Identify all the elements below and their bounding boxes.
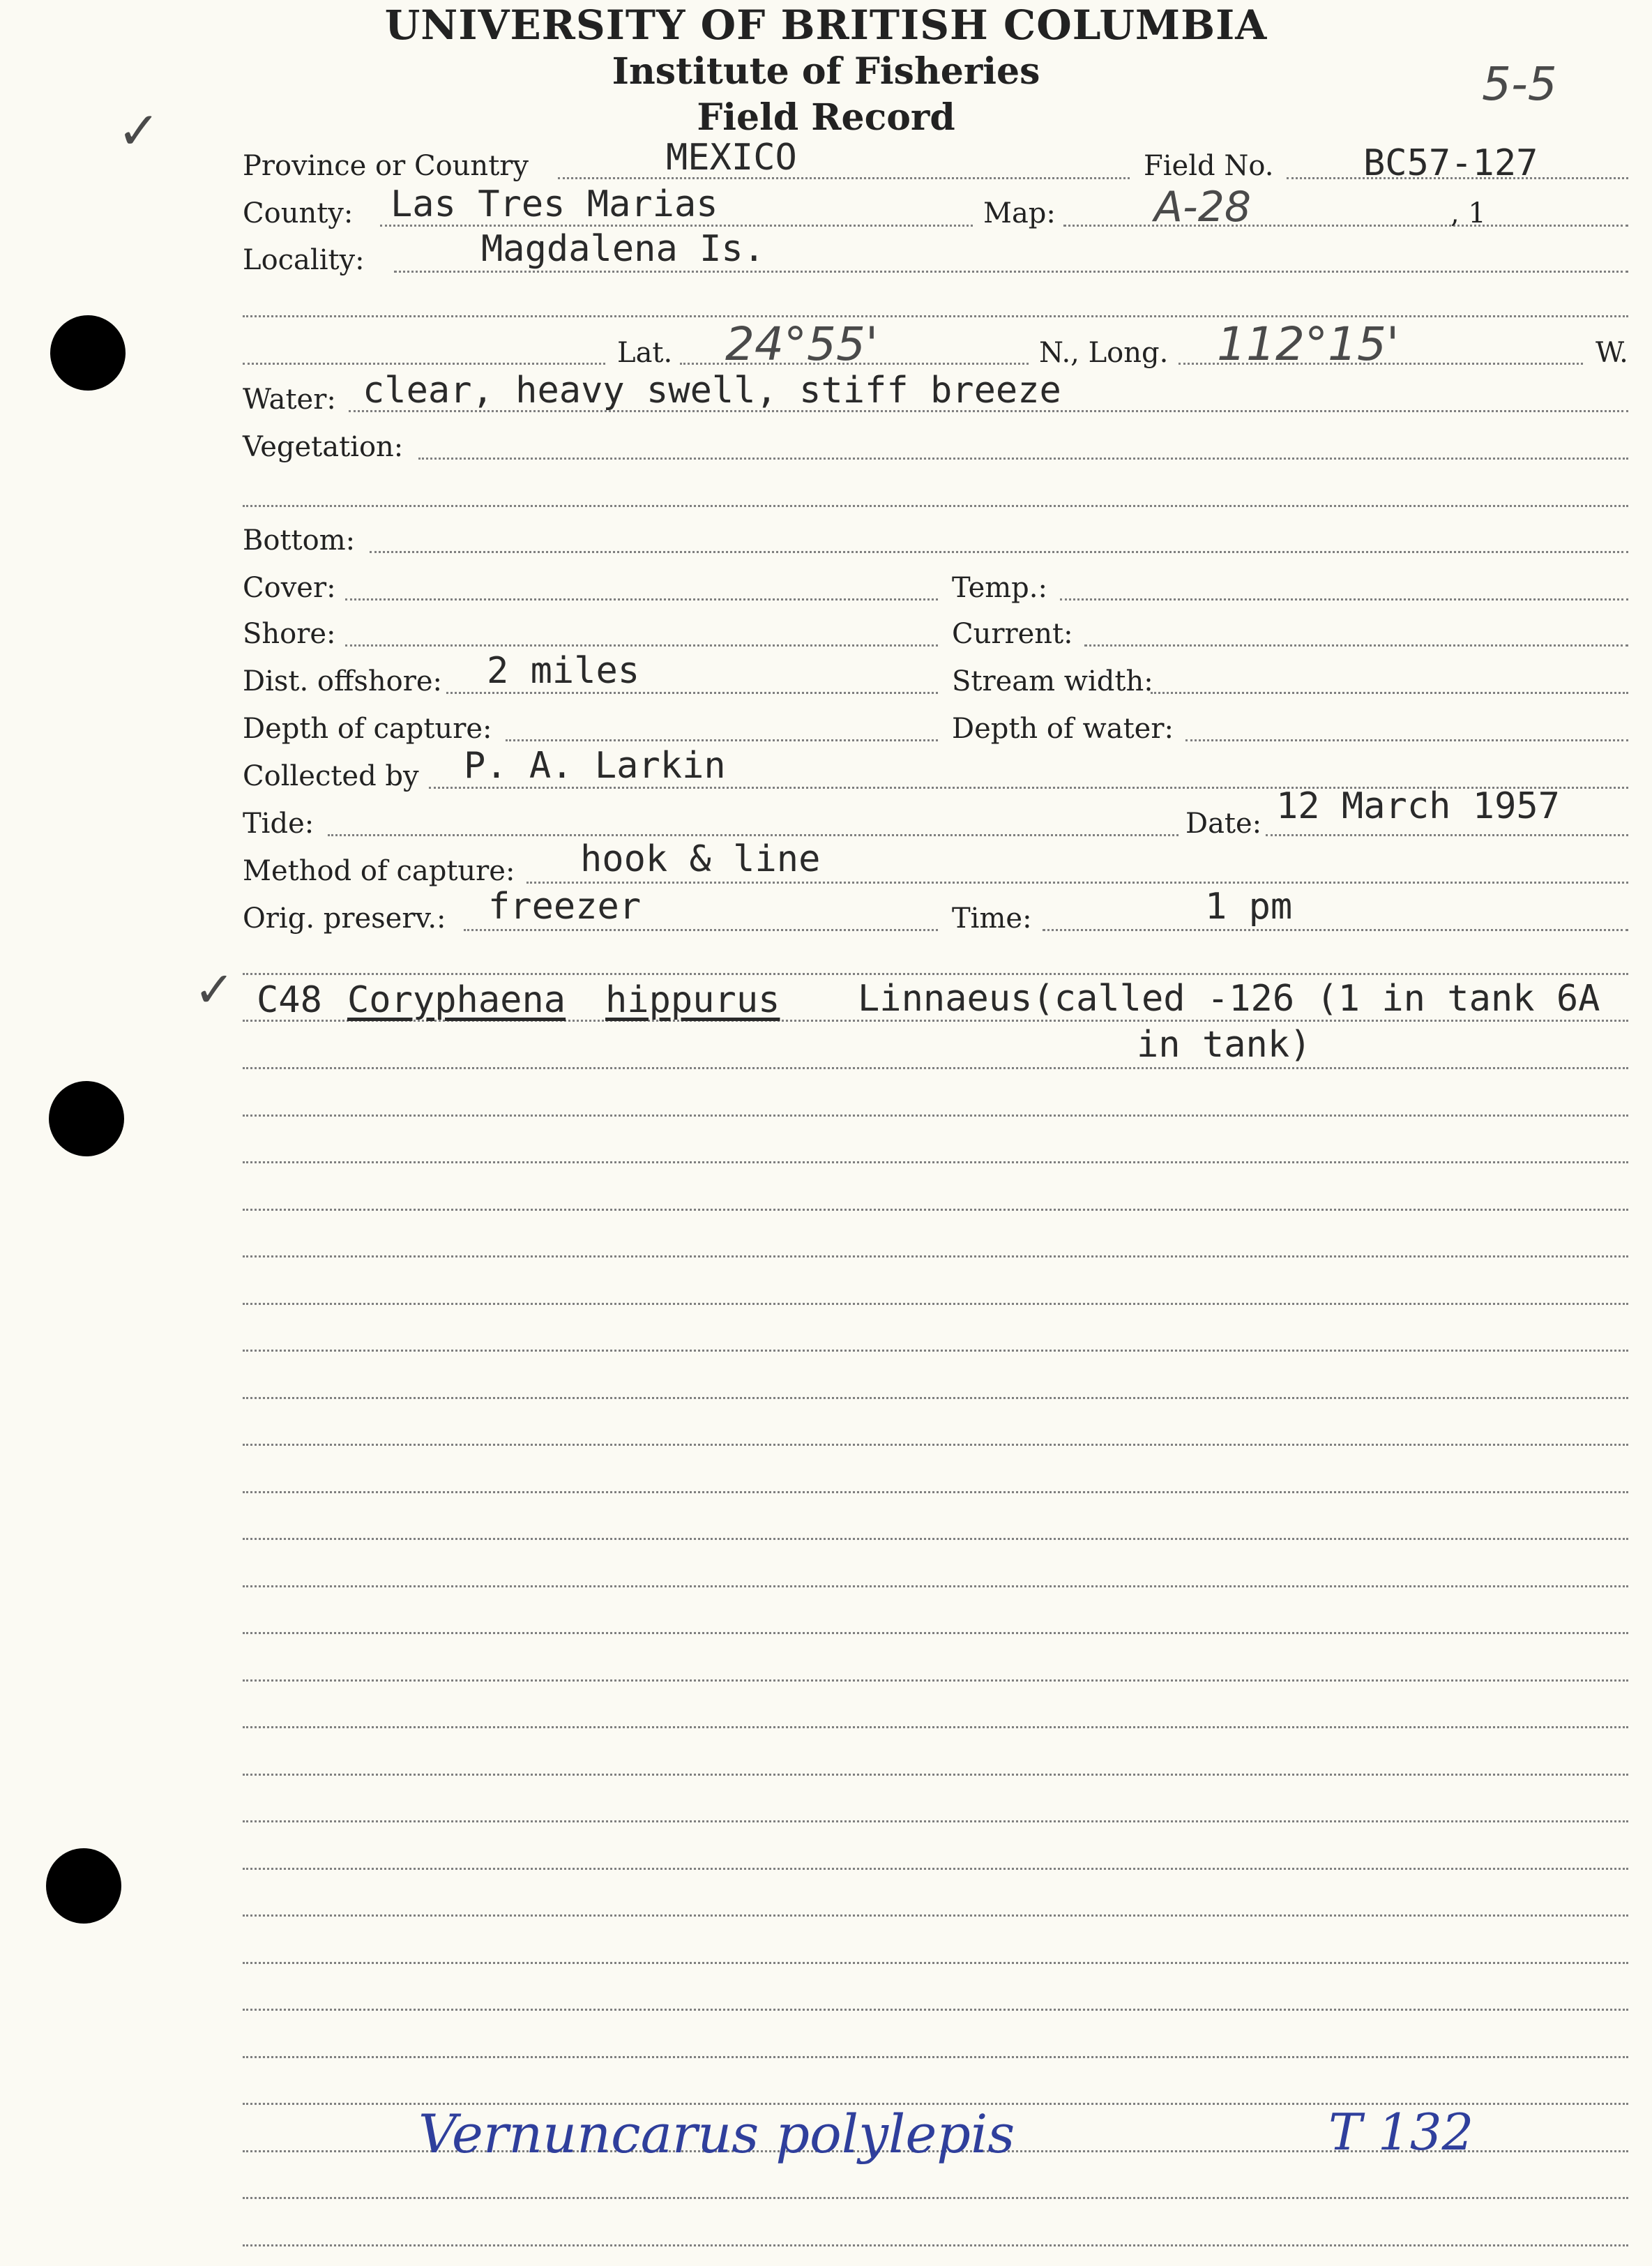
date-label: Date: (1185, 808, 1262, 840)
dotted-line (345, 644, 938, 647)
province-value: MEXICO (666, 137, 797, 179)
time-label: Time: (952, 902, 1032, 935)
ruled-line (243, 1115, 1628, 1117)
county-label: County: (243, 197, 354, 229)
temp-label: Temp.: (952, 572, 1047, 604)
ruled-line (243, 1161, 1628, 1163)
dotted-line (1043, 929, 1628, 931)
vegetation-label: Vegetation: (243, 431, 404, 463)
tide-label: Tide: (243, 808, 315, 840)
locality-label: Locality: (243, 244, 365, 276)
method-label: Method of capture: (243, 855, 515, 887)
ruled-line (243, 1726, 1628, 1728)
dotted-line (243, 505, 1628, 507)
dotted-line (243, 315, 1628, 317)
dist-offshore-value: 2 miles (487, 650, 640, 692)
lat-label: Lat. (617, 337, 673, 369)
long-suffix: W. (1596, 337, 1628, 369)
dotted-line (418, 458, 1628, 460)
specimen-genus: Coryphaena (347, 979, 566, 1021)
ruled-line (243, 2197, 1628, 2199)
ruled-line (243, 1774, 1628, 1776)
ruled-line (243, 1350, 1628, 1352)
bottom-label: Bottom: (243, 524, 356, 557)
dotted-line (506, 739, 938, 741)
long-label: N., Long. (1039, 337, 1169, 369)
field-no-value: BC57-127 (1363, 142, 1538, 184)
specimen-entry-code: C48 (257, 979, 322, 1021)
cover-label: Cover: (243, 572, 336, 604)
ruled-line (243, 1067, 1628, 1069)
dotted-line (464, 929, 938, 931)
preserv-value: freezer (488, 886, 642, 928)
date-value: 12 March 1957 (1276, 785, 1560, 827)
field-no-label: Field No. (1144, 150, 1274, 182)
map-value: A-28 (1154, 183, 1252, 232)
specimen-note-line2: in tank) (1137, 1024, 1312, 1066)
ruled-line (243, 1962, 1628, 1964)
ruled-line (243, 2009, 1628, 2011)
long-value: 112°15' (1217, 317, 1400, 371)
dotted-line (1060, 598, 1628, 601)
current-label: Current: (952, 618, 1073, 650)
time-value: 1 pm (1205, 886, 1293, 928)
water-value: clear, heavy swell, stiff breeze (363, 370, 1061, 411)
map-suffix: , 1 (1450, 197, 1486, 229)
dotted-line (1151, 692, 1628, 694)
map-label: Map: (983, 197, 1056, 229)
method-value: hook & line (580, 838, 821, 880)
lat-value: 24°55' (725, 317, 879, 371)
dotted-line (345, 598, 938, 601)
ruled-line (243, 1209, 1628, 1211)
ruled-line (243, 1255, 1628, 1257)
dotted-line (1084, 644, 1628, 647)
punch-hole-middle (49, 1081, 124, 1156)
locality-value: Magdalena Is. (481, 228, 765, 270)
annotation-name: Vernuncarus polylepis (418, 2103, 1015, 2165)
ruled-line (243, 1820, 1628, 1822)
dotted-line (328, 834, 1179, 836)
dotted-line (370, 551, 1628, 553)
province-label: Province or Country (243, 150, 529, 182)
record-title: Field Record (697, 96, 955, 139)
depth-water-label: Depth of water: (952, 713, 1174, 745)
specimen-note-line1: Linnaeus(called -126 (1 in tank 6A (858, 978, 1600, 1020)
water-label: Water: (243, 384, 336, 416)
ruled-line (243, 1679, 1628, 1682)
ruled-line (243, 2244, 1628, 2246)
dotted-line (526, 882, 1628, 884)
stream-width-label: Stream width: (952, 665, 1153, 697)
dotted-line (1185, 739, 1628, 741)
ruled-line (243, 1868, 1628, 1870)
dotted-line (1063, 225, 1628, 227)
collected-by-label: Collected by (243, 760, 419, 792)
institute-title: Institute of Fisheries (612, 50, 1040, 93)
ruled-line (243, 1914, 1628, 1917)
punch-hole-bottom (46, 1848, 121, 1924)
annotation-code: T 132 (1328, 2103, 1474, 2161)
ruled-line (243, 1491, 1628, 1493)
ruled-line (243, 2056, 1628, 2058)
ruled-line (243, 1632, 1628, 1634)
ruled-line (243, 1444, 1628, 1446)
ruled-line (243, 1538, 1628, 1540)
depth-capture-label: Depth of capture: (243, 713, 492, 745)
collected-by-value: P. A. Larkin (464, 745, 726, 787)
dotted-line (558, 177, 1130, 179)
dotted-line (446, 692, 938, 694)
margin-check-mark: ✓ (117, 101, 161, 161)
ruled-line (243, 1585, 1628, 1587)
dotted-line (243, 363, 605, 365)
corner-note: 5-5 (1482, 57, 1557, 111)
shore-label: Shore: (243, 618, 336, 650)
specimen-species: hippurus (605, 979, 780, 1021)
ruled-line (243, 1303, 1628, 1305)
specimen-check-mark: ✓ (194, 961, 235, 1018)
county-value: Las Tres Marias (391, 183, 718, 225)
ruled-line (243, 973, 1628, 975)
dotted-line (394, 271, 1628, 273)
dotted-line (1266, 834, 1628, 836)
ruled-line (243, 1397, 1628, 1399)
dist-offshore-label: Dist. offshore: (243, 665, 443, 697)
punch-hole-top (50, 315, 126, 391)
university-title: UNIVERSITY OF BRITISH COLUMBIA (384, 1, 1268, 49)
preserv-label: Orig. preserv.: (243, 902, 446, 935)
